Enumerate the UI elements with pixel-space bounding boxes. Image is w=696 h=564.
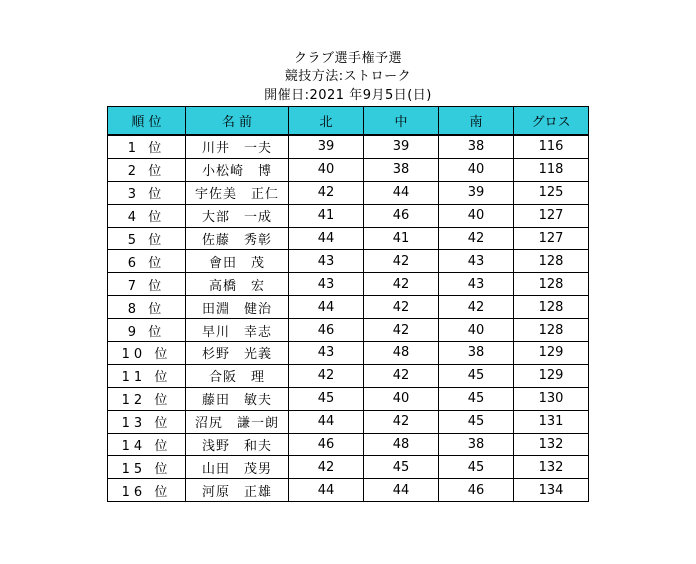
- event-date: 開催日:2021 年9月5日(日): [264, 88, 432, 103]
- rank-cell: 12 位: [108, 387, 186, 410]
- player-name-cell: 小松崎 博: [186, 158, 289, 181]
- player-name-cell: 沼尻 謙一朗: [186, 410, 289, 433]
- rank-cell: 6 位: [108, 250, 186, 273]
- player-name-cell: 佐藤 秀彰: [186, 227, 289, 250]
- score-south-cell: 40: [439, 204, 514, 227]
- score-north-cell: 44: [289, 296, 364, 319]
- player-name-cell: 浅野 和夫: [186, 433, 289, 456]
- player-name-cell: 宇佐美 正仁: [186, 181, 289, 204]
- gross-total-cell: 130: [514, 387, 589, 410]
- column-header-north: 北: [289, 107, 364, 136]
- score-middle-cell: 38: [364, 158, 439, 181]
- rank-cell: 8 位: [108, 296, 186, 319]
- rank-cell: 15 位: [108, 456, 186, 479]
- score-middle-cell: 45: [364, 456, 439, 479]
- score-south-cell: 43: [439, 273, 514, 296]
- table-row: [108, 319, 589, 342]
- score-middle-cell: 42: [364, 410, 439, 433]
- score-north-cell: 43: [289, 250, 364, 273]
- gross-total-cell: 128: [514, 273, 589, 296]
- score-south-cell: 45: [439, 456, 514, 479]
- score-north-cell: 46: [289, 433, 364, 456]
- player-name-cell: 合阪 理: [186, 364, 289, 387]
- score-middle-cell: 41: [364, 227, 439, 250]
- score-south-cell: 38: [439, 342, 514, 365]
- table-row: [108, 204, 589, 227]
- rank-cell: 11 位: [108, 364, 186, 387]
- score-middle-cell: 42: [364, 273, 439, 296]
- table-row: [108, 410, 589, 433]
- score-middle-cell: 44: [364, 181, 439, 204]
- gross-total-cell: 134: [514, 479, 589, 502]
- rank-cell: 9 位: [108, 319, 186, 342]
- gross-total-cell: 129: [514, 342, 589, 365]
- score-middle-cell: 42: [364, 364, 439, 387]
- score-south-cell: 38: [439, 135, 514, 158]
- score-south-cell: 39: [439, 181, 514, 204]
- player-name-cell: 早川 幸志: [186, 319, 289, 342]
- competition-method: 競技方法:ストローク: [284, 69, 412, 84]
- score-south-cell: 45: [439, 410, 514, 433]
- table-row: [108, 135, 589, 158]
- gross-total-cell: 127: [514, 227, 589, 250]
- score-north-cell: 44: [289, 479, 364, 502]
- score-middle-cell: 40: [364, 387, 439, 410]
- gross-total-cell: 127: [514, 204, 589, 227]
- player-name-cell: 田淵 健治: [186, 296, 289, 319]
- table-row: [108, 364, 589, 387]
- rank-cell: 16 位: [108, 479, 186, 502]
- player-name-cell: 河原 正雄: [186, 479, 289, 502]
- page-title: クラブ選手権予選: [293, 51, 402, 66]
- score-north-cell: 42: [289, 456, 364, 479]
- score-south-cell: 42: [439, 296, 514, 319]
- score-middle-cell: 42: [364, 250, 439, 273]
- score-middle-cell: 42: [364, 319, 439, 342]
- score-north-cell: 44: [289, 227, 364, 250]
- table-row: [108, 479, 589, 502]
- rank-cell: 14 位: [108, 433, 186, 456]
- table-row: [108, 158, 589, 181]
- player-name-cell: 藤田 敏夫: [186, 387, 289, 410]
- gross-total-cell: 131: [514, 410, 589, 433]
- score-north-cell: 41: [289, 204, 364, 227]
- table-row: [108, 433, 589, 456]
- gross-total-cell: 118: [514, 158, 589, 181]
- gross-total-cell: 128: [514, 250, 589, 273]
- player-name-cell: 會田 茂: [186, 250, 289, 273]
- score-north-cell: 44: [289, 410, 364, 433]
- rank-cell: 1 位: [108, 135, 186, 158]
- gross-total-cell: 132: [514, 433, 589, 456]
- score-south-cell: 40: [439, 158, 514, 181]
- score-south-cell: 46: [439, 479, 514, 502]
- score-south-cell: 43: [439, 250, 514, 273]
- rank-cell: 3 位: [108, 181, 186, 204]
- rank-cell: 10 位: [108, 342, 186, 365]
- table-row: [108, 387, 589, 410]
- gross-total-cell: 125: [514, 181, 589, 204]
- score-middle-cell: 48: [364, 433, 439, 456]
- score-south-cell: 40: [439, 319, 514, 342]
- table-row: [108, 273, 589, 296]
- score-north-cell: 40: [289, 158, 364, 181]
- gross-total-cell: 128: [514, 319, 589, 342]
- table-header-row: [108, 107, 589, 136]
- score-north-cell: 42: [289, 364, 364, 387]
- score-middle-cell: 48: [364, 342, 439, 365]
- score-south-cell: 45: [439, 364, 514, 387]
- results-table: [107, 106, 589, 502]
- rank-cell: 13 位: [108, 410, 186, 433]
- rank-cell: 4 位: [108, 204, 186, 227]
- player-name-cell: 川井 一夫: [186, 135, 289, 158]
- player-name-cell: 山田 茂男: [186, 456, 289, 479]
- player-name-cell: 杉野 光義: [186, 342, 289, 365]
- column-header-south: 南: [439, 107, 514, 136]
- score-south-cell: 38: [439, 433, 514, 456]
- score-middle-cell: 42: [364, 296, 439, 319]
- gross-total-cell: 132: [514, 456, 589, 479]
- rank-cell: 2 位: [108, 158, 186, 181]
- score-north-cell: 46: [289, 319, 364, 342]
- table-row: [108, 296, 589, 319]
- column-header-rank: 順 位: [108, 107, 186, 136]
- player-name-cell: 高橋 宏: [186, 273, 289, 296]
- score-middle-cell: 39: [364, 135, 439, 158]
- table-row: [108, 250, 589, 273]
- gross-total-cell: 128: [514, 296, 589, 319]
- score-north-cell: 43: [289, 273, 364, 296]
- score-north-cell: 39: [289, 135, 364, 158]
- score-north-cell: 43: [289, 342, 364, 365]
- table-row: [108, 456, 589, 479]
- player-name-cell: 大部 一成: [186, 204, 289, 227]
- score-south-cell: 45: [439, 387, 514, 410]
- column-header-gross: グロス: [514, 107, 589, 136]
- table-row: [108, 181, 589, 204]
- column-header-name: 名 前: [186, 107, 289, 136]
- score-north-cell: 42: [289, 181, 364, 204]
- rank-cell: 5 位: [108, 227, 186, 250]
- gross-total-cell: 129: [514, 364, 589, 387]
- rank-cell: 7 位: [108, 273, 186, 296]
- score-south-cell: 42: [439, 227, 514, 250]
- gross-total-cell: 116: [514, 135, 589, 158]
- score-middle-cell: 44: [364, 479, 439, 502]
- score-north-cell: 45: [289, 387, 364, 410]
- table-row: [108, 227, 589, 250]
- table-row: [108, 342, 589, 365]
- score-middle-cell: 46: [364, 204, 439, 227]
- column-header-middle: 中: [364, 107, 439, 136]
